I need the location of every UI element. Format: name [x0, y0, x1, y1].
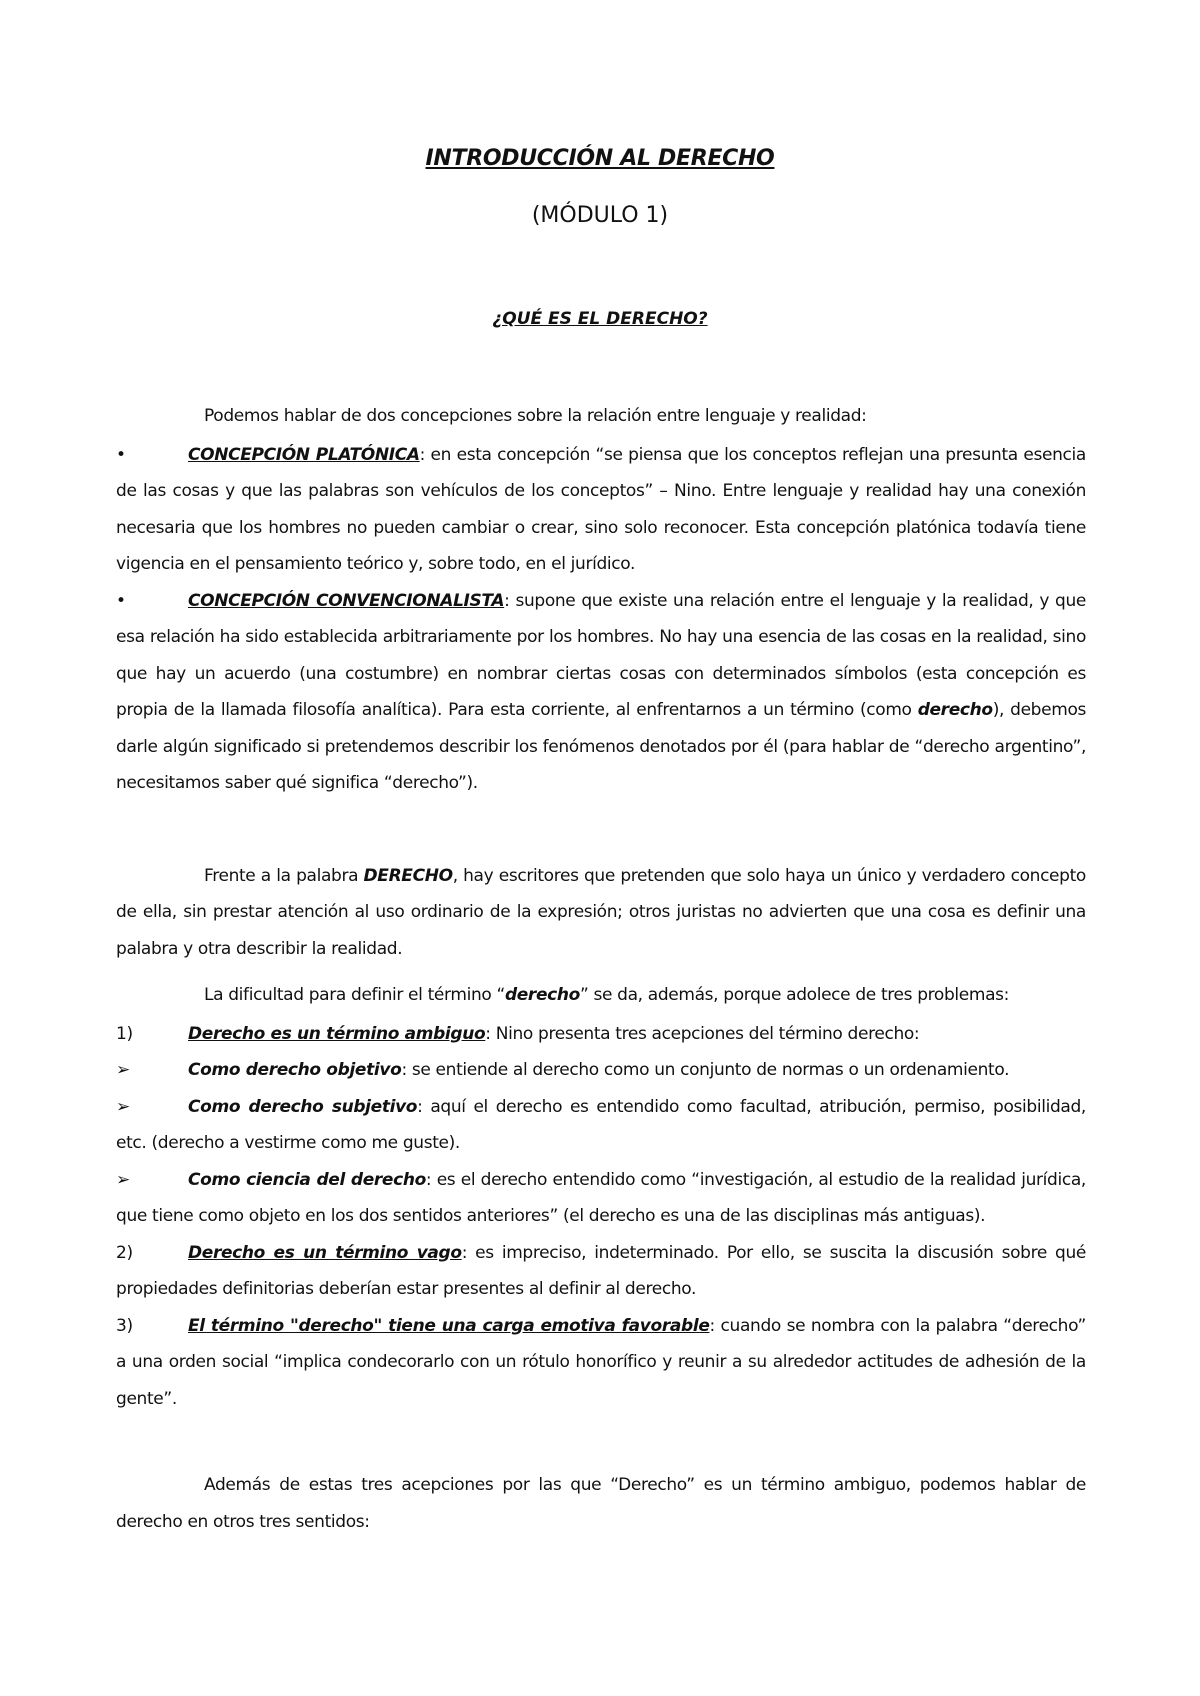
acepcion-lead: Como derecho objetivo [188, 1060, 402, 1080]
bullet-text: ), debemos darle algún significado si pretendemos describir los fenómenos denotados por él (para hablar de “derecho argentino”, necesitamos saber qué significa “derecho”). [116, 700, 1087, 793]
arrow-bullet-icon: ➢ [116, 1169, 130, 1190]
bullet-item-convencionalista [116, 583, 1086, 802]
acepcion-lead: Como ciencia del derecho [188, 1169, 426, 1190]
document-body [116, 398, 1086, 1540]
spacer [116, 802, 1086, 858]
section-heading: ¿QUÉ ES EL DERECHO? [492, 309, 708, 329]
problem-text: : cuando se nombra con la palabra “derecho” a una orden social “implica condecorarlo con un rótulo honorífico y reunir a su alrededor actitudes de adhesión de la gente”. [116, 1315, 1086, 1409]
bullet-marker: • [116, 590, 126, 611]
acepcion-text: : aquí el derecho es entendido como facultad, atribución, permiso, posibilidad, etc. (derecho a vestirme como me guste). [116, 1096, 1086, 1153]
spacer [116, 1417, 1086, 1467]
acepcion-item-objetivo [116, 1052, 1086, 1089]
problem-lead: Derecho es un término ambiguo [188, 1023, 486, 1044]
paragraph-term: DERECHO [363, 865, 453, 886]
paragraph-text: La dificultad para definir el término “ [204, 985, 505, 1005]
paragraph-text: ” se da, además, porque adolece de tres problemas: [579, 985, 1010, 1005]
acepcion-item-ciencia [116, 1162, 1086, 1235]
bullet-lead: CONCEPCIÓN PLATÓNICA [188, 444, 420, 465]
bullet-text: : en esta concepción “se piensa que los conceptos reflejan una presunta esencia de las cosas y que las palabras son vehículos de los conceptos” – Nino. Entre lenguaje y realidad hay una conexión necesaria que los hombres no pueden cambiar o crear, sino solo reconocer. Esta concepción platónica todavía tiene vigencia en el pensamiento teórico y, sobre todo, en el jurídico. [116, 444, 1086, 574]
problem-lead: El término "derecho" tiene una carga emotiva favorable [188, 1315, 710, 1336]
bullet-marker: • [116, 444, 126, 465]
acepcion-text: : se entiende al derecho como un conjunto de normas o un ordenamiento. [401, 1060, 1010, 1080]
bullet-term: derecho [917, 700, 993, 720]
paragraph-dificultad [116, 977, 1086, 1014]
document-subtitle: (MÓDULO 1) [531, 203, 669, 228]
paragraph-frente [116, 858, 1086, 968]
problem-marker: 1) [116, 1023, 133, 1044]
problem-text: : es impreciso, indeterminado. Por ello, se suscita la discusión sobre qué propiedades definitorias deberían estar presentes al definir al derecho. [116, 1242, 1086, 1299]
arrow-bullet-icon: ➢ [116, 1060, 130, 1080]
problem-marker: 2) [116, 1242, 133, 1263]
bullet-item-platonica [116, 437, 1086, 583]
problem-item-3 [116, 1308, 1086, 1418]
problem-marker: 3) [116, 1315, 133, 1336]
problem-text: : Nino presenta tres acepciones del término derecho: [485, 1023, 920, 1044]
arrow-bullet-icon: ➢ [116, 1096, 130, 1117]
paragraph-text: , hay escritores que pretenden que solo haya un único y verdadero concepto de ella, sin prestar atención al uso ordinario de la expresión; otros juristas no advierten que una cosa es definir una palabra y otra describir la realidad. [116, 865, 1086, 959]
paragraph-term: derecho [504, 985, 580, 1005]
acepcion-text: : es el derecho entendido como “investigación, al estudio de la realidad jurídica, que tiene como objeto en los dos sentidos anteriores” (el derecho es una de las disciplinas más antiguas). [116, 1169, 1086, 1226]
bullet-lead: CONCEPCIÓN CONVENCIONALISTA [188, 590, 505, 611]
paragraph-ademas: Además de estas tres acepciones por las que “Derecho” es un término ambiguo, podemos hablar de derecho en otros tres sentidos: [116, 1475, 1086, 1532]
intro-paragraph: Podemos hablar de dos concepciones sobre la relación entre lenguaje y realidad: [204, 406, 867, 426]
document-title: INTRODUCCIÓN AL DERECHO [425, 146, 775, 171]
problem-lead: Derecho es un término vago [188, 1242, 462, 1263]
problem-item-1 [116, 1016, 1086, 1053]
bullet-text: : supone que existe una relación entre el lenguaje y la realidad, y que esa relación ha sido establecida arbitrariamente por los hombres. No hay una esencia de las cosas en la realidad, sino que hay un acuerdo (una costumbre) en nombrar ciertas cosas con determinados símbolos (esta concepción es propia de la llamada filosofía analítica). Para esta corriente, al enfrentarnos a un término (como [116, 590, 1086, 720]
paragraph-text: Frente a la palabra [204, 865, 364, 886]
acepcion-item-subjetivo [116, 1089, 1086, 1162]
problem-item-2 [116, 1235, 1086, 1308]
acepcion-lead: Como derecho subjetivo [188, 1096, 418, 1117]
